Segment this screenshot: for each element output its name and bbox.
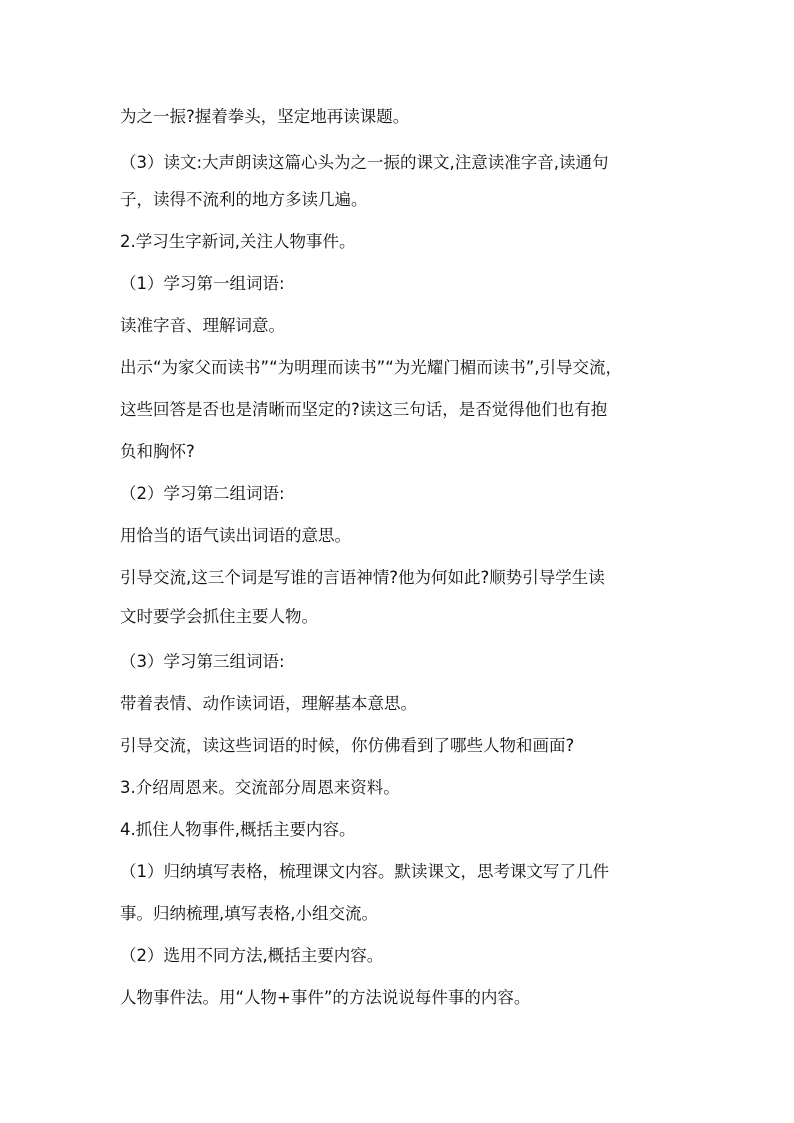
text-line: 带着表情、动作读词语，理解基本意思。 (120, 694, 417, 713)
text-line: 人物事件法。用“人物+事件”的方法说说每件事的内容。 (120, 988, 531, 1007)
text-line: 读准字音、理解词意。 (120, 316, 285, 335)
text-line: 用恰当的语气读出词语的意思。 (120, 526, 351, 545)
text-line: （3）学习第三组词语: (120, 652, 285, 671)
text-line: 3.介绍周恩来。交流部分周恩来资料。 (120, 778, 400, 797)
text-line: 4.抓住人物事件,概括主要内容。 (120, 820, 356, 839)
text-line: （2）学习第二组词语: (120, 484, 285, 503)
text-line: （3）读文:大声朗读这篇心头为之一振的课文,注意读准字音,读通句 (120, 153, 609, 172)
text-line: 负和胸怀? (120, 442, 195, 461)
text-line: 子，读得不流利的地方多读几遍。 (120, 190, 368, 209)
text-line: 出示“为家父而读书”“为明理而读书”“为光耀门楣而读书”,引导交流， (120, 358, 623, 377)
text-line: 文时要学会抓住主要人物。 (120, 607, 318, 626)
text-line: 这些回答是否也是清晰而坚定的?读这三句话，是否觉得他们也有抱 (120, 400, 608, 419)
text-line: 为之一振?握着拳头，坚定地再读课题。 (120, 107, 410, 126)
text-line: （1）归纳填写表格，梳理课文内容。默读课文，思考课文写了几件 (120, 862, 609, 881)
text-line: （1）学习第一组词语: (120, 274, 285, 293)
text-line: 事。归纳梳理,填写表格,小组交流。 (120, 904, 378, 923)
text-line: 引导交流,这三个词是写谁的言语神情?他为何如此?顺势引导学生读 (120, 568, 605, 587)
text-line: 引导交流，读这些词语的时候，你仿佛看到了哪些人物和画面? (120, 736, 575, 755)
text-line: （2）选用不同方法,概括主要内容。 (120, 946, 384, 965)
text-line: 2.学习生字新词,关注人物事件。 (120, 232, 356, 251)
